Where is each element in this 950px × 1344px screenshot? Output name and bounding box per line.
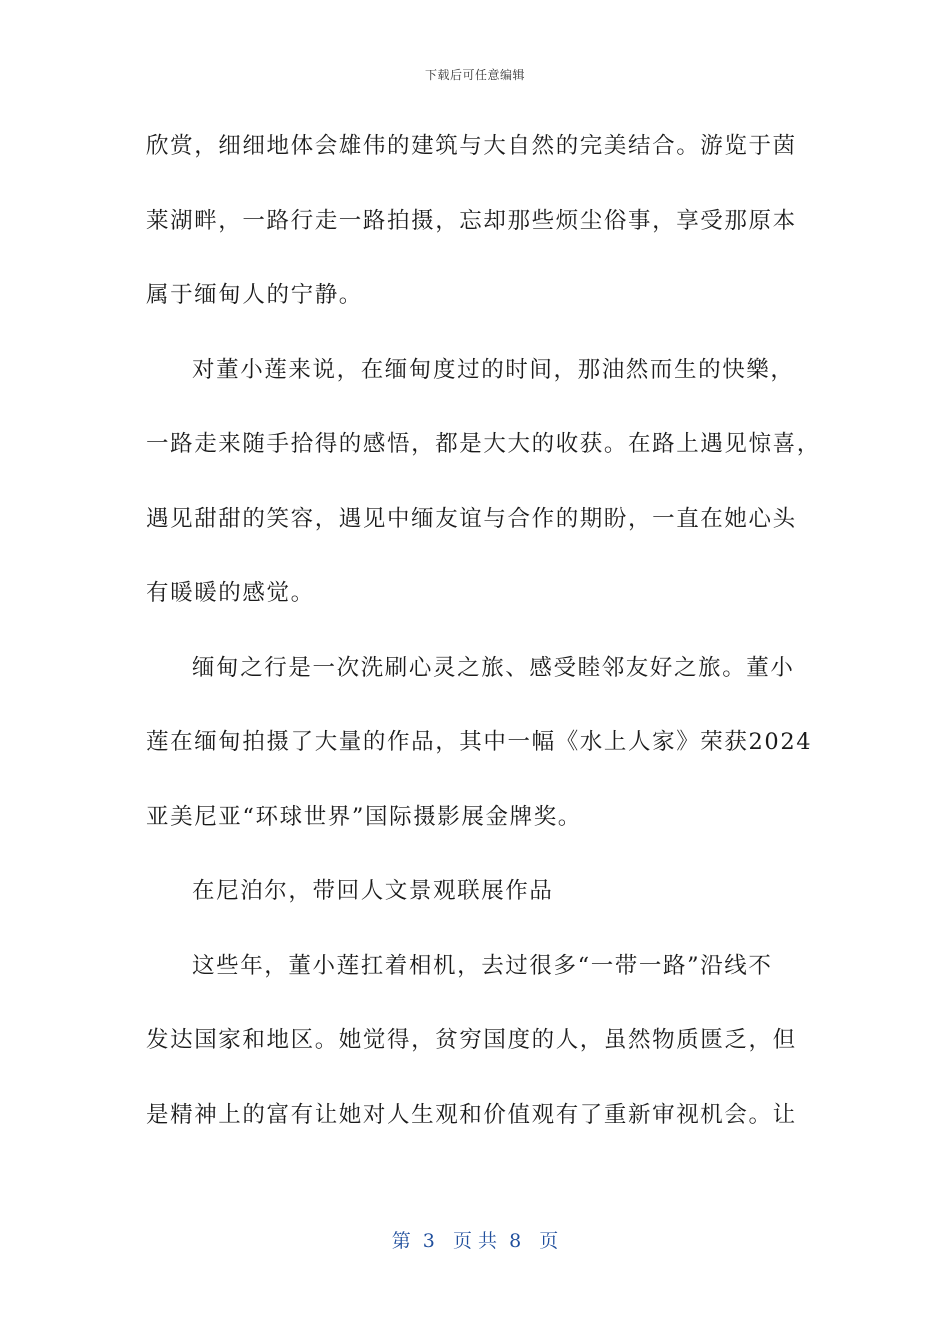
document-body <box>146 128 821 1171</box>
text-line: 欣赏，细细地体会雄伟的建筑与大自然的完美结合。游览于茵 <box>146 133 797 159</box>
text-line: 发达国家和地区。她觉得，贫穷国度的人，虽然物质匮乏，但 <box>146 1027 797 1053</box>
text-line: 是精神上的富有让她对人生观和价值观有了重新审视机会。让 <box>146 1101 797 1128</box>
text-line: 莲在缅甸拍摄了大量的作品，其中一幅《水上人家》荣获2024 <box>146 729 813 755</box>
text-line: 有暖暖的感觉。 <box>146 580 315 606</box>
text-line: 莱湖畔，一路行走一路拍摄，忘却那些烦尘俗事，享受那原本 <box>146 207 797 234</box>
text-line: 一路走来随手拾得的感悟，都是大大的收获。在路上遇见惊喜， <box>146 431 821 457</box>
header-note: 下载后可任意编辑 <box>424 68 525 82</box>
text-line: 遇见甜甜的笑容，遇见中缅友谊与合作的期盼，一直在她心头 <box>146 505 797 532</box>
paragraph-start-line: 缅甸之行是一次洗刷心灵之旅、感受睦邻友好之旅。董小 <box>192 654 795 681</box>
section-heading: 在尼泊尔，带回人文景观联展作品 <box>192 878 554 904</box>
page-number-footer: 第 3 页 共 8 页 <box>391 1230 559 1252</box>
text-line: 亚美尼亚“环球世界”国际摄影展金牌奖。 <box>146 803 582 830</box>
text-line: 属于缅甸人的宁静。 <box>146 282 363 308</box>
paragraph-start-line: 这些年，董小莲扛着相机，去过很多“一带一路”沿线不 <box>192 952 773 979</box>
paragraph-start-line: 对董小莲来说，在缅甸度过的时间，那油然而生的快樂， <box>192 356 795 383</box>
